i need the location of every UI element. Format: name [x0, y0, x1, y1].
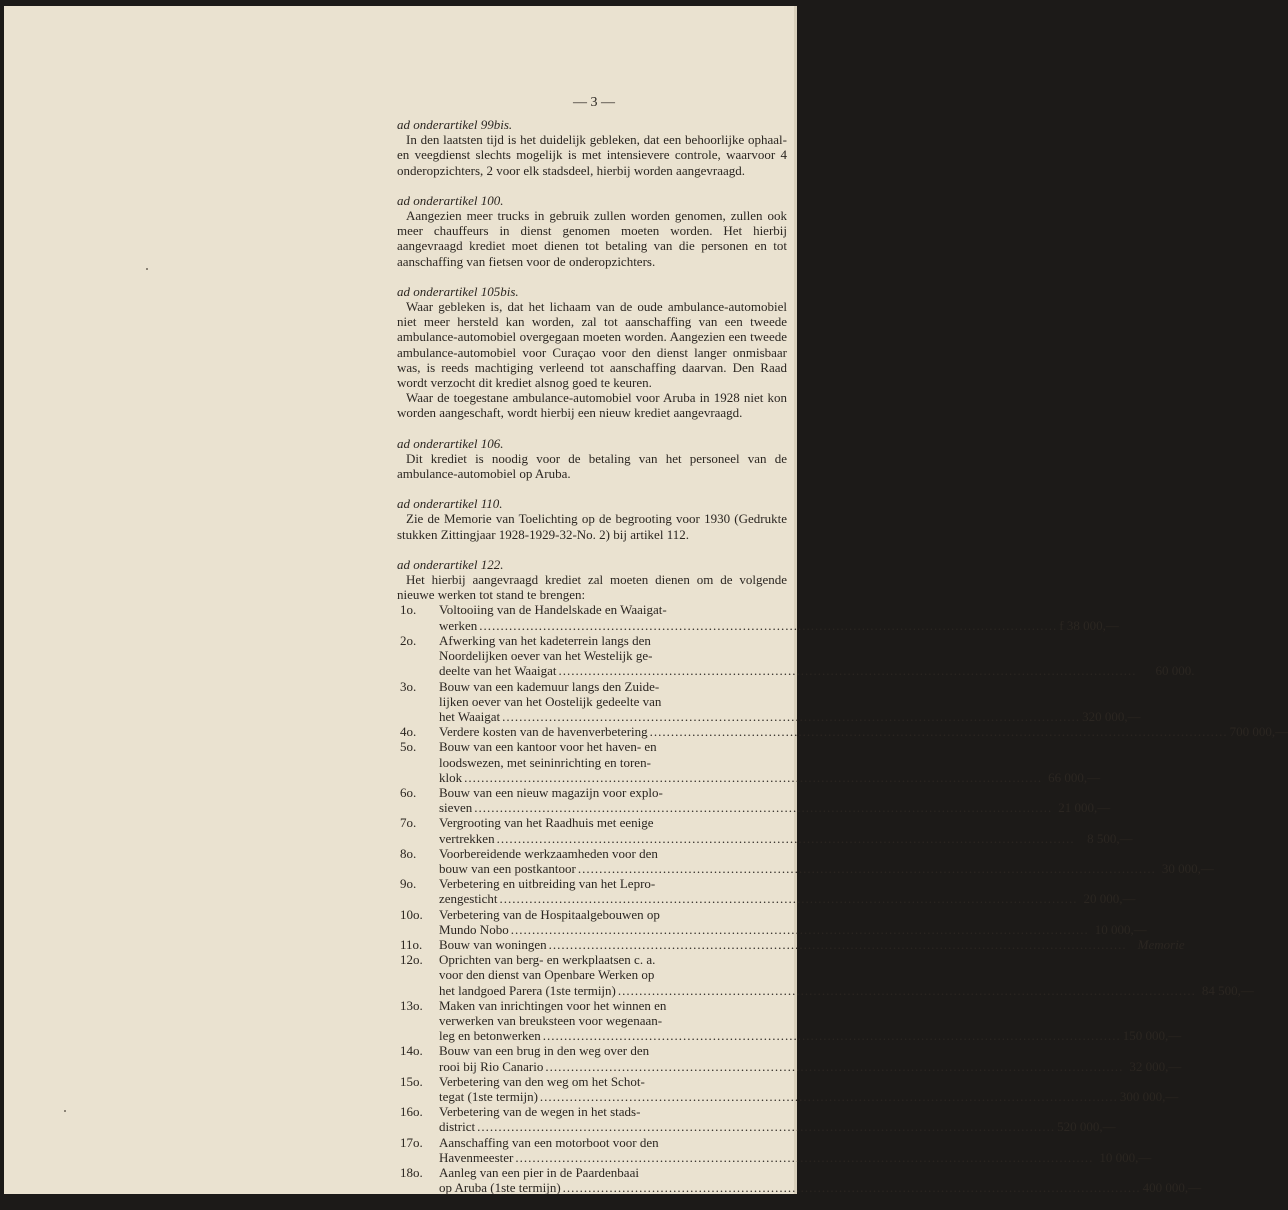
item-number: 13o.: [400, 997, 423, 1013]
item-last-line: [439, 831, 1133, 846]
item-last-text: vertrekken: [439, 830, 495, 846]
item-number: 15o.: [400, 1073, 423, 1089]
section-paragraph: Waar de toegestane ambulance-automobiel voor Aruba in 1928 niet kon worden aangeschaft, wordt hierbij een nieuw krediet aangevraagd.: [397, 390, 787, 421]
item-amount: 66 000,—: [1048, 769, 1101, 785]
section: [397, 436, 787, 482]
item-amount: 520 000,—: [1057, 1119, 1116, 1135]
leader-dots: [650, 724, 1228, 739]
item-amount: 300 000,—: [1119, 1088, 1179, 1104]
work-item: [397, 906, 1147, 937]
leader-dots: [558, 663, 1136, 678]
item-description: [439, 1135, 1151, 1165]
section-paragraph: Waar gebleken is, dat het lichaam van de oude ambulance-automobiel niet meer hersteld kan worden, zal tot aanschaffing van een tweede ambulance-automobiel overgegaan moeten worden. Aangezien een tweede ambulance-automobiel voor Curaçao voor den dienst langer onmisbaar was, is reeds machtiging verleend tot aanschaffing daarvan. Den Raad wordt verzocht dit krediet alsnog goed te keuren.: [397, 299, 787, 391]
item-last-line: [439, 663, 1194, 678]
leader-dots: [545, 1059, 1123, 1074]
item-amount: 700 000,—: [1229, 724, 1288, 740]
item-amount: f 38 000,—: [1059, 617, 1119, 633]
item-last-line: [439, 891, 1135, 906]
leader-dots: [563, 1180, 1141, 1195]
item-last-text: deelte van het Waaigat: [439, 663, 557, 679]
item-description: [439, 998, 1181, 1044]
item-amount: 32 000,—: [1129, 1058, 1182, 1074]
item-last-text: leg en betonwerken: [439, 1028, 541, 1044]
works-section: [397, 556, 1288, 1196]
section: [397, 284, 787, 421]
item-amount: 84 500,—: [1201, 982, 1254, 998]
work-item: [397, 1134, 1152, 1165]
item-last-text: Mundo Nobo: [439, 921, 509, 937]
work-item: [397, 1073, 1179, 1104]
item-description: [439, 739, 1100, 785]
item-last-line: [439, 1119, 1116, 1134]
item-last-text: sieven: [439, 800, 473, 816]
item-description: [439, 1074, 1178, 1104]
section-heading: ad onderartikel 105bis.: [397, 283, 519, 299]
leader-dots: [479, 618, 1057, 633]
section-paragraph: Dit krediet is noodig voor de betaling van het personeel van de ambulance-automobiel op Aruba.: [397, 450, 787, 482]
item-number: 7o.: [400, 815, 417, 831]
item-amount: Memorie: [1137, 936, 1185, 952]
work-item: [397, 997, 1182, 1044]
item-line: Noordelijken oever van het Westelijk ge-: [439, 648, 653, 664]
item-last-text: tegat (1ste termijn): [439, 1088, 538, 1104]
item-line: Bouw van een brug in den weg over den: [439, 1043, 650, 1059]
item-line: Vergrooting van het Raadhuis met eenige: [439, 815, 654, 831]
item-last-line: [439, 1180, 1201, 1195]
item-description: [439, 785, 1110, 815]
work-item: [397, 1104, 1116, 1135]
item-last-text: klok: [439, 769, 463, 785]
item-amount: 30 000,—: [1161, 860, 1214, 876]
work-item: [397, 632, 1195, 679]
item-description: [439, 952, 1254, 998]
item-number: 12o.: [400, 952, 423, 968]
work-item: [397, 784, 1111, 816]
item-last-line: [439, 724, 1288, 739]
leader-dots: [511, 922, 1089, 937]
item-description: [439, 937, 1185, 952]
item-line: Bouw van een kantoor voor het haven- en: [439, 739, 657, 755]
item-description: [439, 876, 1135, 906]
work-item: [397, 936, 1185, 952]
work-item: [397, 876, 1136, 907]
item-number: 9o.: [400, 876, 417, 892]
item-line: Verbetering van de Hospitaalgebouwen op: [439, 906, 660, 922]
item-description: [439, 1043, 1181, 1073]
work-item: [397, 678, 1141, 725]
item-last-line: [439, 709, 1141, 724]
item-last-text: rooi bij Rio Canario: [439, 1058, 544, 1074]
item-last-line: [439, 770, 1100, 785]
item-last-line: [439, 1028, 1181, 1043]
item-description: [439, 815, 1133, 845]
item-amount: 10 000,—: [1094, 921, 1147, 937]
item-line: Afwerking van het kadeterrein langs den: [439, 632, 651, 648]
document-page: [4, 6, 1288, 1196]
page-number: — 3 —: [573, 95, 615, 110]
section-heading: ad onderartikel 122.: [397, 556, 504, 572]
item-description: [439, 846, 1214, 876]
section-heading: ad onderartikel 110.: [397, 496, 503, 512]
item-number: 2o.: [400, 632, 417, 648]
section-heading: ad onderartikel 100.: [397, 192, 504, 208]
item-number: 8o.: [400, 845, 417, 861]
item-description: [439, 724, 1288, 739]
work-item: [397, 815, 1133, 846]
item-line: loodswezen, met seininrichting en toren-: [439, 754, 651, 770]
work-item: [397, 1043, 1182, 1074]
item-last-line: [439, 618, 1119, 633]
item-number: 5o.: [400, 739, 417, 755]
item-last-text: Bouw van woningen: [439, 936, 547, 952]
paper-speck: [64, 1110, 66, 1112]
item-line: lijken oever van het Oostelijk gedeelte van: [439, 693, 662, 709]
work-item: [397, 602, 1119, 633]
item-last-text: zengesticht: [439, 891, 498, 907]
item-description: [439, 602, 1119, 632]
item-amount: 320 000,—: [1082, 708, 1141, 724]
work-item: [397, 1165, 1202, 1196]
item-description: [439, 633, 1194, 679]
item-number: 3o.: [400, 678, 417, 694]
item-number: 18o.: [400, 1165, 423, 1180]
item-line: Bouw van een nieuw magazijn voor explo-: [439, 784, 663, 800]
leader-dots: [502, 709, 1080, 724]
item-line: Bouw van een kademuur langs den Zuide-: [439, 678, 660, 694]
item-number: 6o.: [400, 784, 417, 800]
item-last-text: werken: [439, 617, 478, 633]
section: [397, 496, 787, 542]
item-last-line: [439, 922, 1147, 937]
leader-dots: [477, 1119, 1055, 1134]
document-body: [397, 117, 1288, 1210]
item-amount: 150 000,—: [1122, 1028, 1182, 1044]
item-last-line: [439, 1089, 1178, 1104]
work-item: [397, 739, 1101, 785]
item-line: Voltooiing van de Handelskade en Waaigat-: [439, 602, 667, 618]
item-number: 16o.: [400, 1104, 423, 1120]
item-amount: 400 000,—: [1142, 1180, 1202, 1196]
item-line: Aanschaffing van een motorboot voor den: [439, 1134, 659, 1150]
leader-dots: [543, 1028, 1121, 1043]
item-number: 4o.: [400, 724, 417, 740]
item-line: Verbetering van de wegen in het stads-: [439, 1104, 641, 1120]
item-amount: 10 000,—: [1099, 1149, 1152, 1165]
item-description: [439, 907, 1147, 937]
item-last-line: [439, 1059, 1181, 1074]
leader-dots: [515, 1150, 1093, 1165]
section: [397, 117, 787, 178]
item-line: verwerken van breuksteen voor wegenaan-: [439, 1012, 663, 1028]
item-last-line: [439, 800, 1110, 815]
leader-dots: [549, 937, 1127, 952]
item-last-line: [439, 937, 1185, 952]
work-item: [397, 724, 1288, 740]
section-heading: ad onderartikel 106.: [397, 435, 504, 451]
item-line: Aanleg van een pier in de Paardenbaai: [439, 1165, 639, 1180]
works-intro: Het hierbij aangevraagd krediet zal moeten dienen om de volgende nieuwe werken tot stand te brengen:: [397, 572, 787, 603]
leader-dots: [578, 861, 1156, 876]
item-description: [439, 1165, 1201, 1195]
item-number: 1o.: [400, 602, 417, 618]
item-line: Voorbereidende werkzaamheden voor den: [439, 845, 658, 861]
item-last-text: op Aruba (1ste termijn): [439, 1180, 561, 1196]
leader-dots: [464, 770, 1042, 785]
item-number: 10o.: [400, 906, 423, 922]
leader-dots: [499, 891, 1077, 906]
item-description: [439, 1104, 1116, 1134]
section: [397, 193, 787, 269]
item-last-text: Verdere kosten van de havenverbetering: [439, 724, 648, 740]
section-paragraph: Zie de Memorie van Toelichting op de begrooting voor 1930 (Gedrukte stukken Zittingjaar 1928-1929-32-No. 2) bij artikel 112.: [397, 511, 787, 542]
item-last-text: het landgoed Parera (1ste termijn): [439, 982, 616, 998]
item-line: Maken van inrichtingen voor het winnen en: [439, 997, 667, 1013]
leader-dots: [618, 983, 1196, 998]
item-last-text: bouw van een postkantoor: [439, 860, 576, 876]
leader-dots: [540, 1089, 1118, 1104]
item-amount: 20 000,—: [1083, 891, 1136, 907]
item-description: [439, 679, 1141, 725]
item-last-line: [439, 861, 1214, 876]
work-item: [397, 845, 1214, 876]
item-number: 14o.: [400, 1043, 423, 1059]
section-paragraph: In den laatsten tijd is het duidelijk gebleken, dat een behoorlijke ophaal- en veegdienst slechts mogelijk is met intensievere controle, waarvoor 4 onderopzichters, 2 voor elk stadsdeel, hierbij worden aangevraagd.: [397, 132, 787, 178]
section-paragraph: Aangezien meer trucks in gebruik zullen worden genomen, zullen ook meer chauffeurs in dienst genomen moeten worden. Het hierbij aangevraagd krediet moet dienen tot betaling van die personen en tot aanschaffing van fietsen voor de onderopzichters.: [397, 208, 787, 269]
section-heading: ad onderartikel 99bis.: [397, 117, 513, 132]
leader-dots: [497, 831, 1075, 846]
item-last-text: district: [439, 1119, 476, 1135]
item-line: Oprichten van berg- en werkplaatsen c. a.: [439, 952, 656, 968]
item-amount: 8 500,—: [1087, 830, 1133, 846]
paper-speck: [146, 268, 148, 270]
item-last-line: [439, 983, 1254, 998]
item-number: 17o.: [400, 1134, 423, 1150]
item-amount: 60 000.: [1155, 663, 1195, 679]
item-last-text: het Waaigat: [439, 708, 501, 724]
item-last-text: Havenmeester: [439, 1149, 514, 1165]
item-line: Verbetering van den weg om het Schot-: [439, 1073, 645, 1089]
work-item: [397, 952, 1254, 998]
leader-dots: [474, 800, 1052, 815]
item-line: voor den dienst van Openbare Werken op: [439, 967, 655, 983]
item-line: Verbetering en uitbreiding van het Lepro-: [439, 876, 656, 892]
item-number: 11o.: [400, 936, 423, 952]
item-amount: 21 000,—: [1058, 800, 1111, 816]
item-last-line: [439, 1150, 1151, 1165]
